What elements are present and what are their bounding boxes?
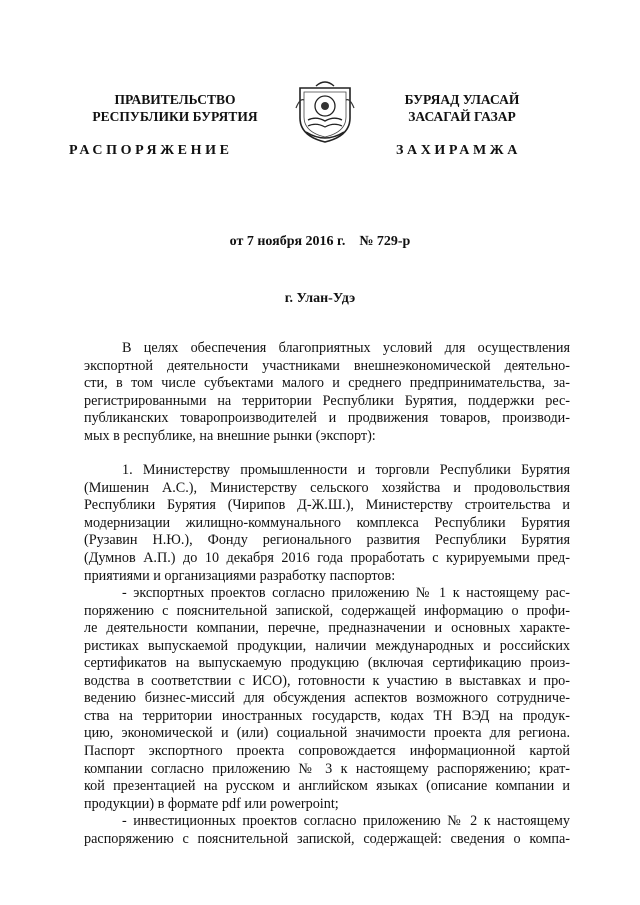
government-header-ru xyxy=(72,91,278,125)
paragraph-line: продукции) в формате pdf или powerpoint; xyxy=(84,795,339,812)
header-line: ЗАСАГАЙ ГАЗАР xyxy=(408,109,516,124)
city: г. Улан-Удэ xyxy=(284,291,356,306)
paragraph-line: водства в соответствии с ИСО), готовности к участию в выставках и про- xyxy=(84,672,570,689)
paragraph-line: Республики Бурятия (Чирипов Д-Ж.Ш.), Министерству строительства и xyxy=(84,497,570,514)
government-header-bua xyxy=(384,91,540,125)
paragraph-line: (Думнов А.П.) до 10 декабря 2016 года проработать с курируемыми пред- xyxy=(84,550,570,567)
doc-type-bua: ЗАХИРАМЖА xyxy=(396,143,521,158)
header-line: ПРАВИТЕЛЬСТВО xyxy=(114,92,236,107)
paragraph-line: публиканских товаропроизводителей и продвижения товаров, производи- xyxy=(84,410,570,427)
paragraph-line: регистрированными на территории Республики Бурятия, поддержки рес- xyxy=(84,392,570,409)
paragraph-line: компании согласно приложению № 3 к настоящему распоряжению; крат- xyxy=(84,760,570,777)
paragraph-line: распоряжению с пояснительной запиской, содержащей: сведения о компа- xyxy=(84,830,570,847)
paragraph-line: кой презентацией на русском и английском языках (описание компании и xyxy=(84,778,570,795)
paragraph-line: сти, в том числе субъектами малого и среднего предпринимательства, за- xyxy=(84,375,570,392)
paragraph-line: (Рузавин Н.Ю.), Фонду регионального развития Республики Бурятия xyxy=(84,532,570,549)
paragraph-line: (Мишенин А.С.), Министерству сельского хозяйства и продовольствия xyxy=(84,479,570,496)
paragraph-line: Паспорт экспортного проекта сопровождается информационной картой xyxy=(84,743,570,760)
paragraph-line: модернизации жилищно-коммунального комплекса Республики Бурятия xyxy=(84,514,570,531)
date-and-number: от 7 ноября 2016 г. № 729-р xyxy=(229,234,411,249)
paragraph-line: - инвестиционных проектов согласно приложению № 2 к настоящему xyxy=(122,813,570,830)
paragraph-line: В целях обеспечения благоприятных условий для осуществления xyxy=(122,340,570,356)
paragraph-line: ле деятельности компании, перечне, предназначении и основных характе- xyxy=(84,620,570,637)
paragraph-line: поряжению с пояснительной запиской, содержащей информацию о профи- xyxy=(84,602,570,619)
paragraph-line: мых в республике, на внешние рынки (экспорт): xyxy=(84,427,376,444)
coat-of-arms-emblem xyxy=(294,78,356,144)
paragraph-line: ства на территории иностранных государств, кодах ТН ВЭД на продук- xyxy=(84,707,570,724)
paragraph-line: сертификатов на выпускаемую продукцию (включая сертификацию произ- xyxy=(84,655,570,672)
header-line: БУРЯАД УЛАСАЙ xyxy=(404,92,520,107)
header-line: РЕСПУБЛИКИ БУРЯТИЯ xyxy=(92,109,258,124)
paragraph-line: - экспортных проектов согласно приложению № 1 к настоящему рас- xyxy=(122,585,570,602)
paragraph-line: 1. Министерству промышленности и торговли Республики Бурятия xyxy=(122,462,570,479)
paragraph-line: приятиями и организациями разработку паспортов: xyxy=(84,567,396,584)
paragraph-line: цию, экономической и (или) социальной значимости проекта для региона. xyxy=(84,725,570,742)
document-body xyxy=(84,340,570,848)
paragraph-line: экспортной деятельности участниками внешнеэкономической деятельно- xyxy=(84,357,570,374)
paragraph-line: ведению бизнес-миссий для обсуждения аспектов возможного сотрудниче- xyxy=(84,690,570,707)
paragraph-line: ристиках выпускаемой продукции, наличии международных и российских xyxy=(84,637,570,654)
doc-type-ru: РАСПОРЯЖЕНИЕ xyxy=(69,143,233,158)
